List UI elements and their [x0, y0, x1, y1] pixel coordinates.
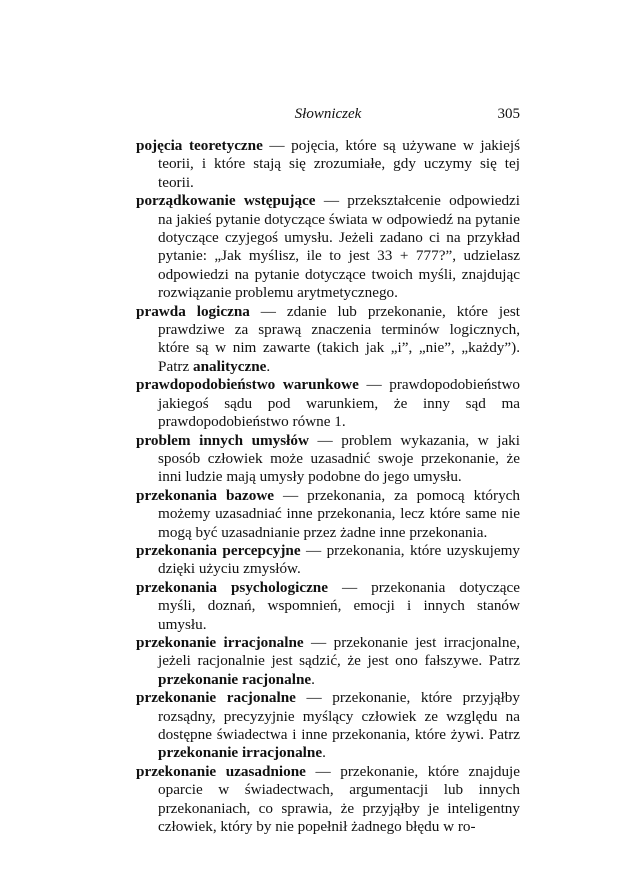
cross-reference: przekonanie racjonalne	[158, 670, 312, 688]
glossary-entry	[136, 579, 520, 634]
entry-definition: — przekonanie jest irracjonalne, jeżeli racjonalnie jest sądzić, że jest ono fałszywe. Patrz	[158, 633, 520, 670]
entry-term: przekonania psychologiczne	[136, 578, 328, 596]
entry-definition: — przekształcenie odpowiedzi na jakieś pytanie dotyczące świata w odpowiedź na pytanie dotyczące czyjegoś umysłu. Jeżeli zadano ci na przykład pytanie: „Jak myślisz, ile to jest 33 + 777?”, udzielasz odpowiedzi na pytanie dotyczące twoich myśli, znajdując rozwiązanie problemu arytmetycznego.	[158, 192, 520, 302]
entry-term: pojęcia teoretyczne	[136, 137, 263, 154]
running-head	[136, 104, 520, 124]
entry-definition: — problem wykazania, w jaki sposób człowiek może uzasadnić swoje przekonanie, że inni ludzie mają umysły podobne do jego umysłu.	[158, 431, 520, 486]
entry-term: przekonania bazowe	[136, 486, 275, 504]
entry-definition: — przekonania, za pomocą których możemy uzasadniać inne przekonania, lecz które same nie mogą być uzasadnianie przez żadne inne przekonania.	[158, 486, 520, 541]
page-number: 305	[497, 106, 520, 122]
entry-definition: — prawdopodobieństwo jakiegoś sądu pod warunkiem, że inny sąd ma prawdopodobieństwo równe 1.	[158, 376, 521, 431]
entry-term: prawda logiczna	[136, 302, 250, 320]
entry-term: przekonania percepcyjne	[136, 541, 301, 559]
entry-definition: — przekonanie, które przyjąłby rozsądny, precyzyjnie myślący człowiek ze względu na dostępne świadectwa i inne przekonania, które żywi. Patrz	[158, 689, 520, 743]
glossary-entry	[136, 303, 520, 377]
entry-term: przekonanie uzasadnione	[136, 762, 306, 780]
entry-term: przekonanie irracjonalne	[136, 633, 304, 651]
entry-term: porządkowanie wstępujące	[136, 192, 316, 210]
entry-definition: — przekonania dotyczące myśli, doznań, wspomnień, emocji i innych stanów umysłu.	[158, 578, 520, 633]
entry-term: problem innych umysłów	[136, 431, 309, 449]
glossary-entry	[136, 137, 520, 192]
glossary-entry	[136, 763, 520, 837]
glossary-entry	[136, 542, 520, 579]
entry-tail: .	[266, 357, 271, 375]
glossary-entries	[136, 137, 520, 836]
glossary-entry	[136, 487, 520, 542]
glossary-entry	[136, 432, 520, 487]
entry-definition: — zdanie lub przekonanie, które jest prawdziwe za sprawą znaczenia terminów logicznych, które są w nim zawarte (takich jak „i”, „nie”, „każdy”). Patrz	[158, 302, 520, 375]
entry-term: przekonanie racjonalne	[136, 689, 296, 707]
glossary-entry	[136, 192, 520, 302]
glossary-entry	[136, 376, 520, 431]
entry-definition: — pojęcia, które są używane w jakiejś teorii, i które stają się zrozumiałe, gdy uczymy się tej teorii.	[158, 137, 520, 191]
running-title: Słowniczek	[294, 106, 362, 122]
entry-definition: — przekonania, które uzyskujemy dzięki użyciu zmysłów.	[158, 541, 520, 578]
entry-definition: — przekonanie, które znajduje oparcie w świadectwach, argumentacji lub innych przekonaniach, co sprawia, że przyjąłby je inteligentny człowiek, który by nie popełnił żadnego błędu w ro-	[158, 762, 520, 836]
cross-reference: przekonanie irracjonalne	[158, 744, 323, 762]
glossary-entry	[136, 689, 520, 763]
glossary-entry	[136, 634, 520, 689]
entry-term: prawdopodobieństwo warunkowe	[136, 376, 359, 394]
cross-reference: analityczne	[193, 357, 267, 375]
entry-tail: .	[322, 744, 326, 762]
entry-tail: .	[311, 670, 315, 688]
